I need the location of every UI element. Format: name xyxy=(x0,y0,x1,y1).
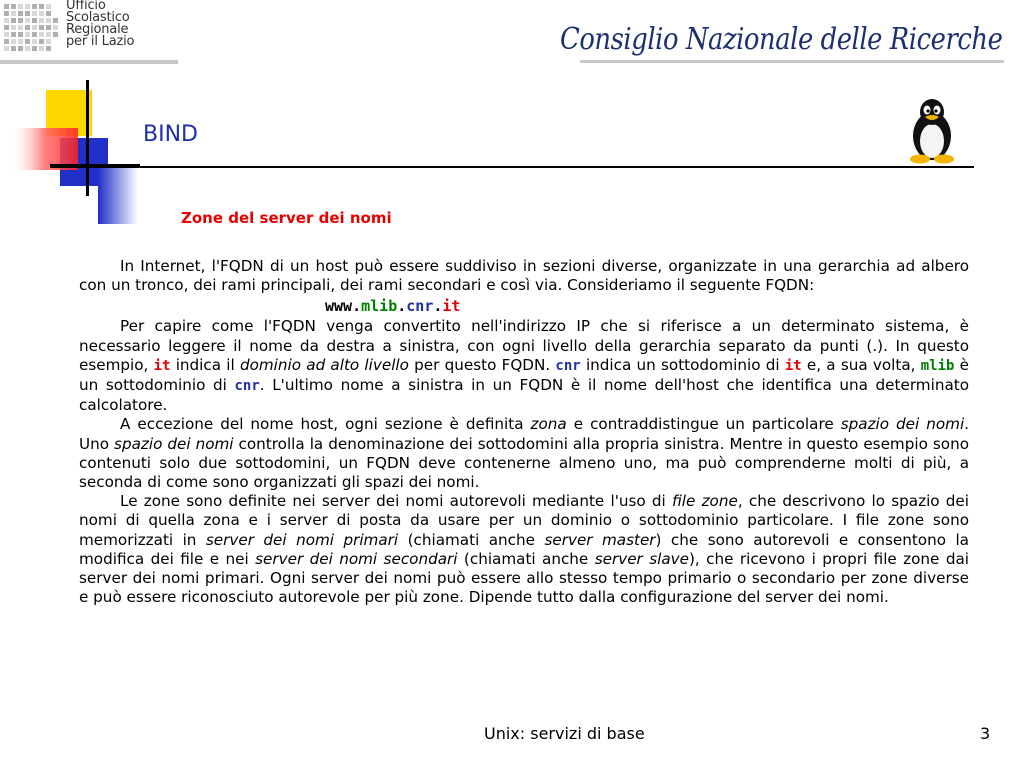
usr-grid-logo-icon xyxy=(0,0,70,62)
cnr-logo: Consiglio Nazionale delle Ricerche xyxy=(559,22,1002,57)
text-span: Per capire come l'FQDN venga convertito nell'indirizzo IP che si riferisce a un determinato sistema, è necessario leggere il nome da destra a sinistra, con ogni livello della gerarchia separato da punti (.). In questo esempio, xyxy=(79,317,969,374)
slide-title: BIND xyxy=(143,122,198,147)
fqdn-www: www xyxy=(325,297,353,316)
text-span: e, a sua volta, xyxy=(801,355,921,374)
slide-corner-decoration xyxy=(0,80,140,230)
text-span: , che descrivono lo spazio dei nomi di quella zona e i server di posta da usare per un dominio o sottodominio particolare. I file zone sono memorizzati in xyxy=(79,492,969,549)
fqdn-dot: . xyxy=(433,297,443,316)
code-cnr: cnr xyxy=(234,378,260,395)
emphasis: server dei nomi secondari xyxy=(255,549,458,568)
text-span: indica un sottodominio di xyxy=(580,355,785,374)
text-span: è un sottodominio di xyxy=(79,355,970,395)
title-underline xyxy=(50,166,974,168)
text-span: per questo FQDN. xyxy=(408,355,556,374)
text-span: ) che sono autorevoli e consentono la modifica dei file e nei xyxy=(79,530,969,568)
usr-logo-underline xyxy=(0,60,178,64)
text-span: (chiamati anche xyxy=(398,530,545,549)
emphasis: dominio ad alto livello xyxy=(239,355,409,374)
fqdn-cnr: cnr xyxy=(406,297,434,316)
usr-logo-line-3: Regionale xyxy=(66,22,129,37)
paragraph-4 xyxy=(79,492,969,607)
usr-logo-line-1: Ufficio xyxy=(66,0,106,13)
footer-title: Unix: servizi di base xyxy=(484,724,645,743)
slide-subheading: Zone del server dei nomi xyxy=(181,209,392,227)
page-number: 3 xyxy=(980,724,991,743)
emphasis: server master xyxy=(544,530,656,549)
code-it: it xyxy=(153,357,171,374)
paragraph-3 xyxy=(79,415,969,492)
emphasis: file zone xyxy=(672,492,738,511)
text-span: . L'ultimo nome a sinistra in un FQDN è il nome dell'host che identifica una determinato calcolatore. xyxy=(79,376,969,415)
text-span: . Uno xyxy=(79,415,969,453)
usr-lazio-logo xyxy=(0,0,178,62)
code-cnr: cnr xyxy=(555,357,581,374)
text-span: A eccezione del nome host, ogni sezione è definita xyxy=(120,415,531,434)
text-span: e contraddistingue un particolare xyxy=(566,415,841,434)
slide-body xyxy=(79,257,969,607)
fqdn-dot: . xyxy=(397,297,407,316)
fqdn-dot: . xyxy=(352,297,362,316)
fqdn-mlib: mlib xyxy=(361,297,398,316)
text-span: Le zone sono definite nei server dei nomi autorevoli mediante l'uso di xyxy=(120,492,672,511)
emphasis: zona xyxy=(530,415,567,434)
text-span: indica il xyxy=(170,355,240,374)
usr-logo-line-4: per il Lazio xyxy=(66,34,135,49)
code-mlib: mlib xyxy=(920,357,955,374)
fqdn-example xyxy=(79,295,969,317)
emphasis: server dei nomi primari xyxy=(205,530,399,549)
emphasis: spazio dei nomi xyxy=(840,415,965,434)
code-it: it xyxy=(784,357,802,374)
tux-penguin-icon xyxy=(902,96,962,164)
text-span: ), che ricevono i propri file zone dai server dei nomi primari. Ogni server dei nomi può essere allo stesso tempo primario o secondario per zone diverse e può essere riconosciuto autorevole per più zone. Dipende tutto dalla configurazione del server dei nomi. xyxy=(79,549,969,607)
cnr-logo-underline xyxy=(580,60,1004,63)
usr-logo-line-2: Scolastico xyxy=(66,10,130,25)
emphasis: server slave xyxy=(594,549,689,568)
usr-logo-text xyxy=(66,0,134,48)
text-span: controlla la denominazione dei sottodomini alla propria sinistra. Mentre in questo esempio sono contenuti solo due sottodomini, un FQDN deve contenerne almeno uno, ma può comprenderne molti di più, a seconda di come sono organizzati gli spazi dei nomi. xyxy=(79,434,969,492)
paragraph-2 xyxy=(79,317,969,415)
emphasis: spazio dei nomi xyxy=(114,434,234,453)
fqdn-it: it xyxy=(442,297,461,316)
text-span: (chiamati anche xyxy=(457,549,595,568)
paragraph-1: In Internet, l'FQDN di un host può essere suddiviso in sezioni diverse, organizzate in una gerarchia ad albero con un tronco, dei rami principali, dei rami secondari e così via. Consideriamo il seguente FQDN: xyxy=(79,257,969,295)
